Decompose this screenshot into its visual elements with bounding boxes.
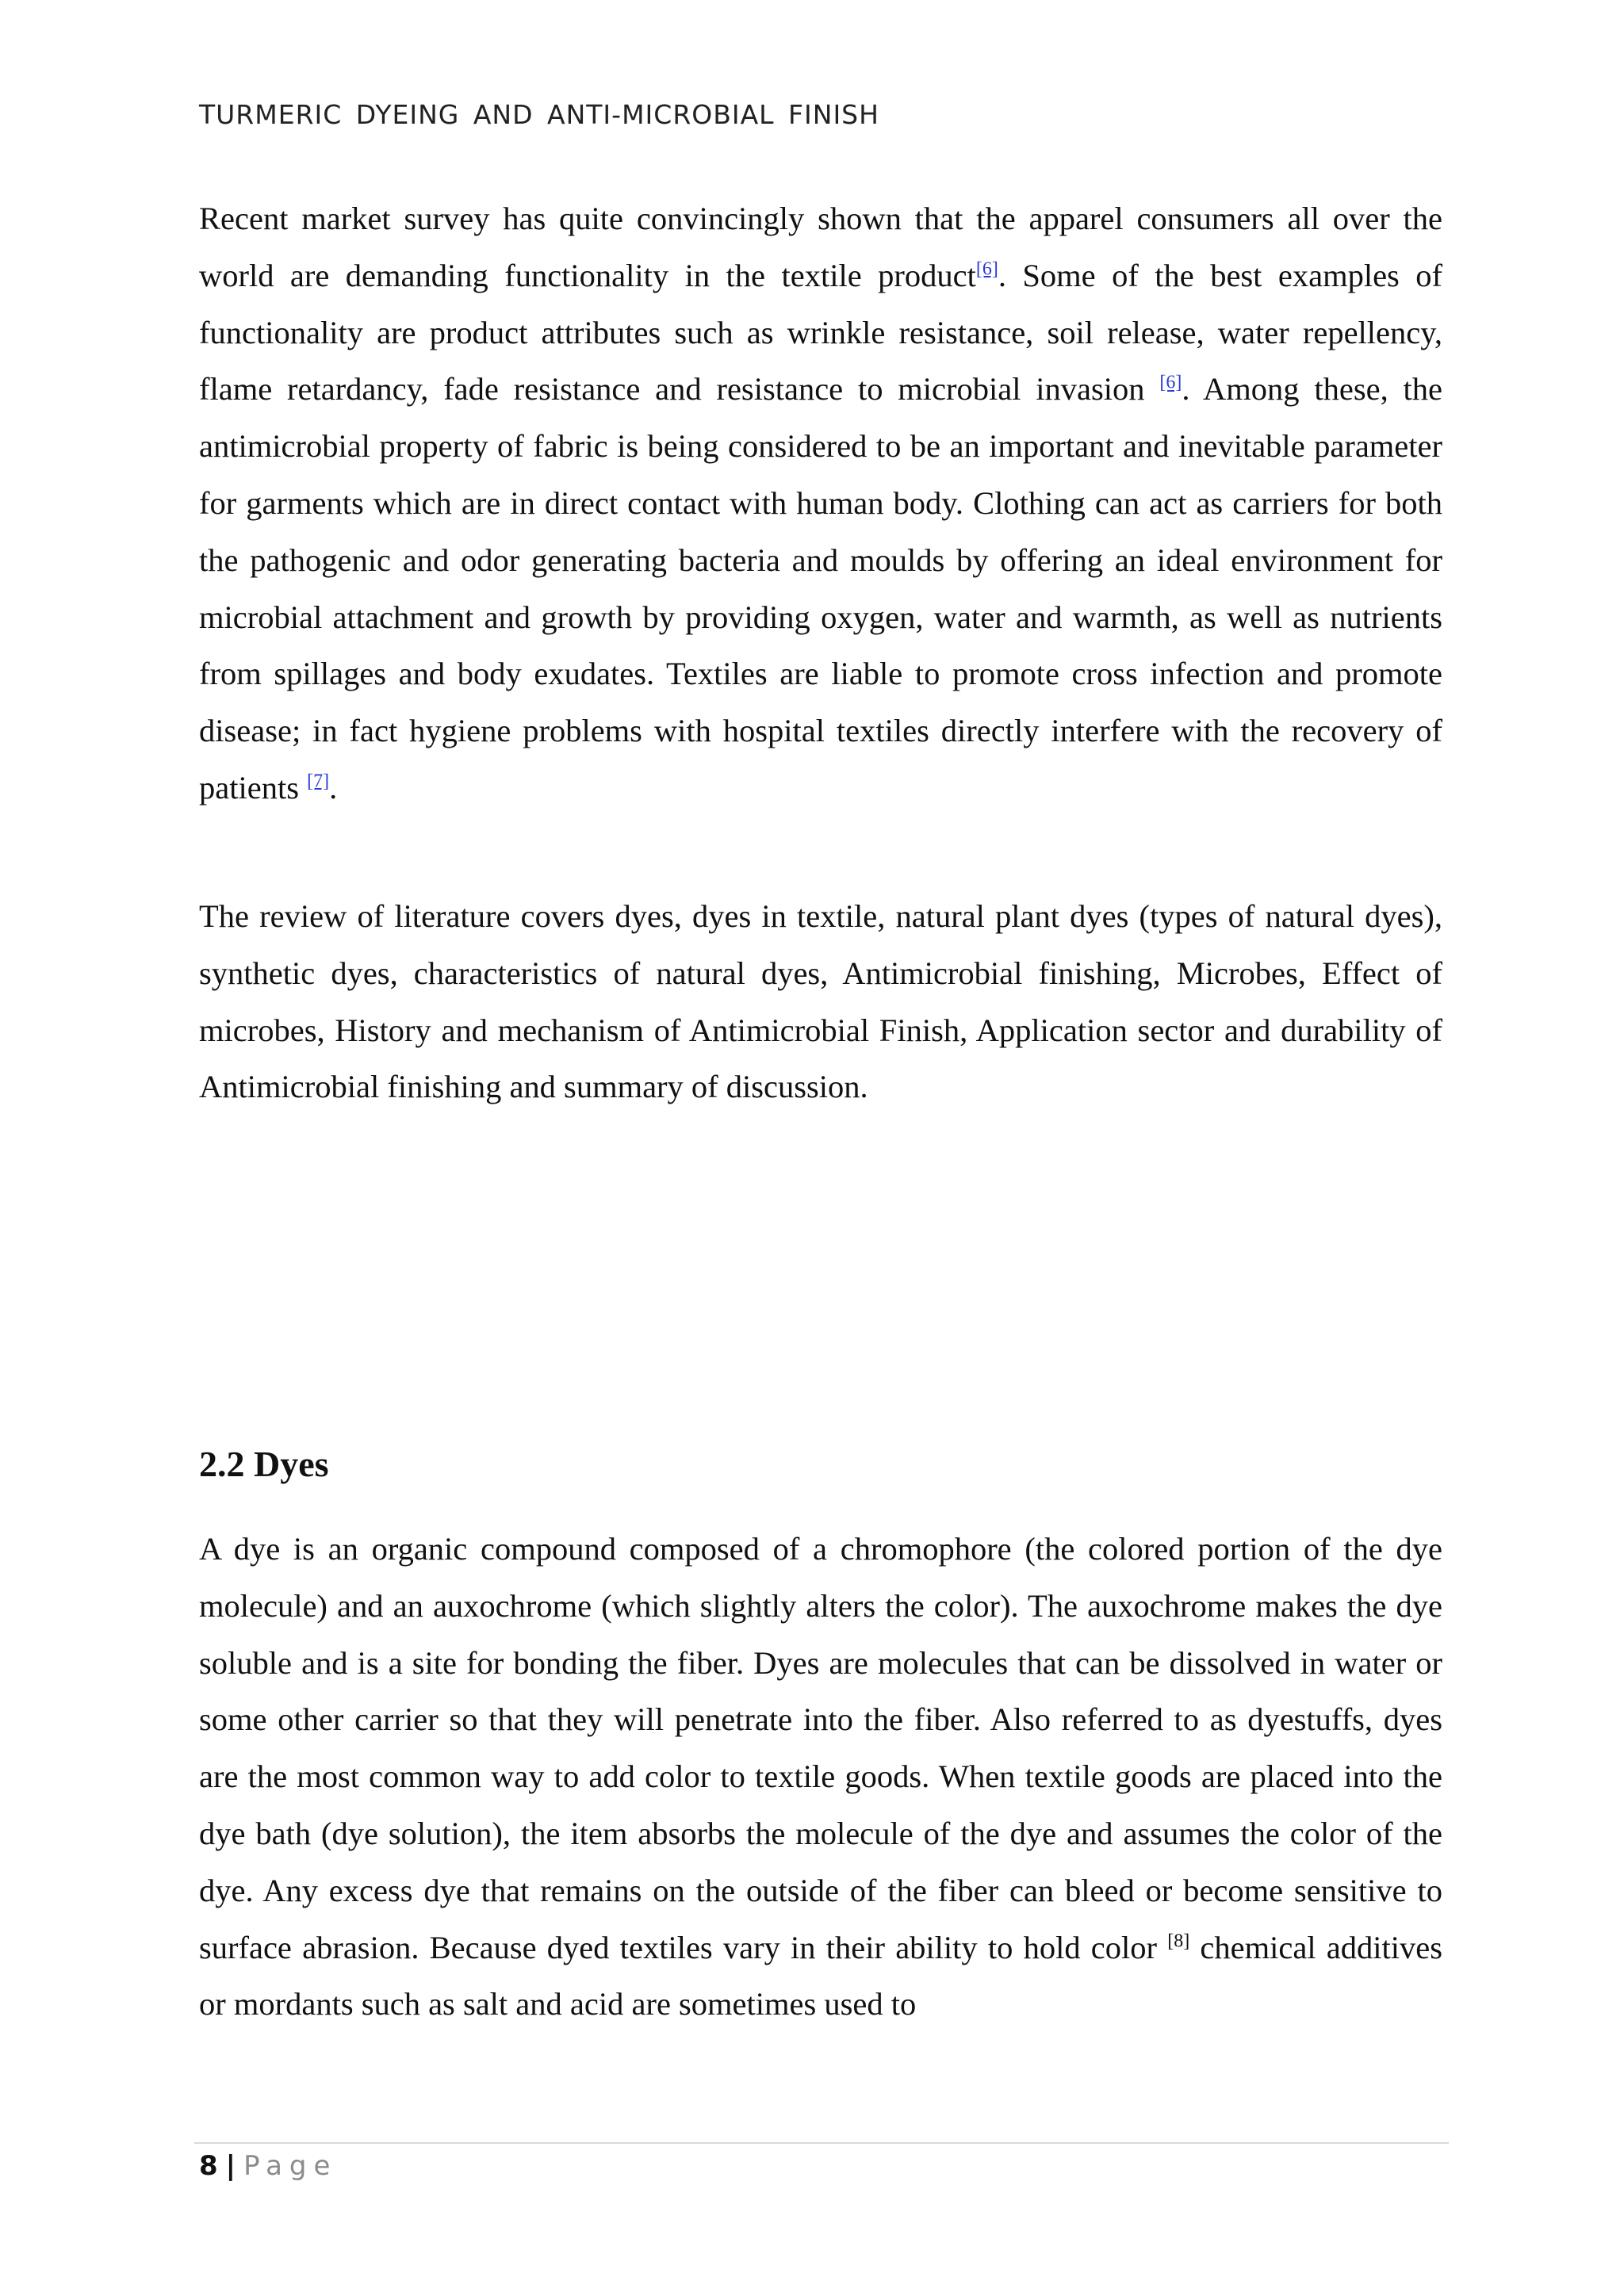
paragraph-text: Recent market survey has quite convincingly shown that the apparel consumers all over the world are demanding functionality in the textile product: [199, 201, 1442, 293]
page-label: Page: [243, 2150, 338, 2182]
citation-link[interactable]: [6]: [975, 258, 998, 280]
paragraph-text: The review of literature covers dyes, dyes in textile, natural plant dyes (types of natural dyes), synthetic dyes, characteristics of natural dyes, Antimicrobial finishing, Microbes, Effect of microbes, History and mechanism of Antimicrobial Finish, Application sector and durability of Antimicrobial finishing and summary of discussion.: [199, 898, 1442, 1105]
body-paragraph-dyes: [199, 1521, 1442, 2090]
body-paragraph-review-scope: [199, 888, 1442, 1115]
section-heading: 2.2 Dyes: [199, 1444, 329, 1484]
paragraph-text: . Among these, the antimicrobial property of fabric is being considered to be an important and inevitable parameter for garments which are in direct contact with human body. Clothing can act as carriers for both the pathogenic and odor generating bacteria and moulds by offering an ideal environment for microbial attachment and growth by providing oxygen, water and warmth, as well as nutrients from spillages and body exudates. Textiles are liable to promote cross infection and promote disease; in fact hygiene problems with hospital textiles directly interfere with the recovery of patients: [199, 371, 1442, 806]
body-paragraph-market-survey: [199, 190, 1442, 817]
page-number: 8: [199, 2150, 218, 2182]
citation-link[interactable]: [6]: [1159, 372, 1182, 393]
paragraph-text: .: [329, 769, 338, 806]
footer-divider: [194, 2142, 1449, 2144]
paragraph-text: A dye is an organic compound composed of a chromophore (the colored portion of the dye molecule) and an auxochrome (which slightly alters the color). The auxochrome makes the dye soluble and is a site for bonding the fiber. Dyes are molecules that can be dissolved in water or some other carrier so that they will penetrate into the fiber. Also referred to as dyestuffs, dyes are the most common way to add color to textile goods. When textile goods are placed into the dye bath (dye solution), the item absorbs the molecule of the dye and assumes the color of the dye. Any excess dye that remains on the outside of the fiber can bleed or become sensitive to surface abrasion. Because dyed textiles vary in their ability to hold color: [199, 1531, 1442, 1965]
paragraph-text: chemical additives or mordants such as salt and acid are sometimes used to: [199, 1929, 1442, 2022]
running-header: TURMERIC DYEING AND ANTI-MICROBIAL FINISH: [199, 99, 879, 130]
footer-separator: |: [225, 2150, 236, 2182]
page-footer: [199, 2150, 337, 2182]
citation-link[interactable]: [7]: [307, 771, 330, 792]
citation-marker: [8]: [1167, 1931, 1190, 1952]
paragraph-text: . Some of the best examples of functionality are product attributes such as wrinkle resistance, soil release, water repellency, flame retardancy, fade resistance and resistance to microbial invasion: [199, 257, 1442, 408]
